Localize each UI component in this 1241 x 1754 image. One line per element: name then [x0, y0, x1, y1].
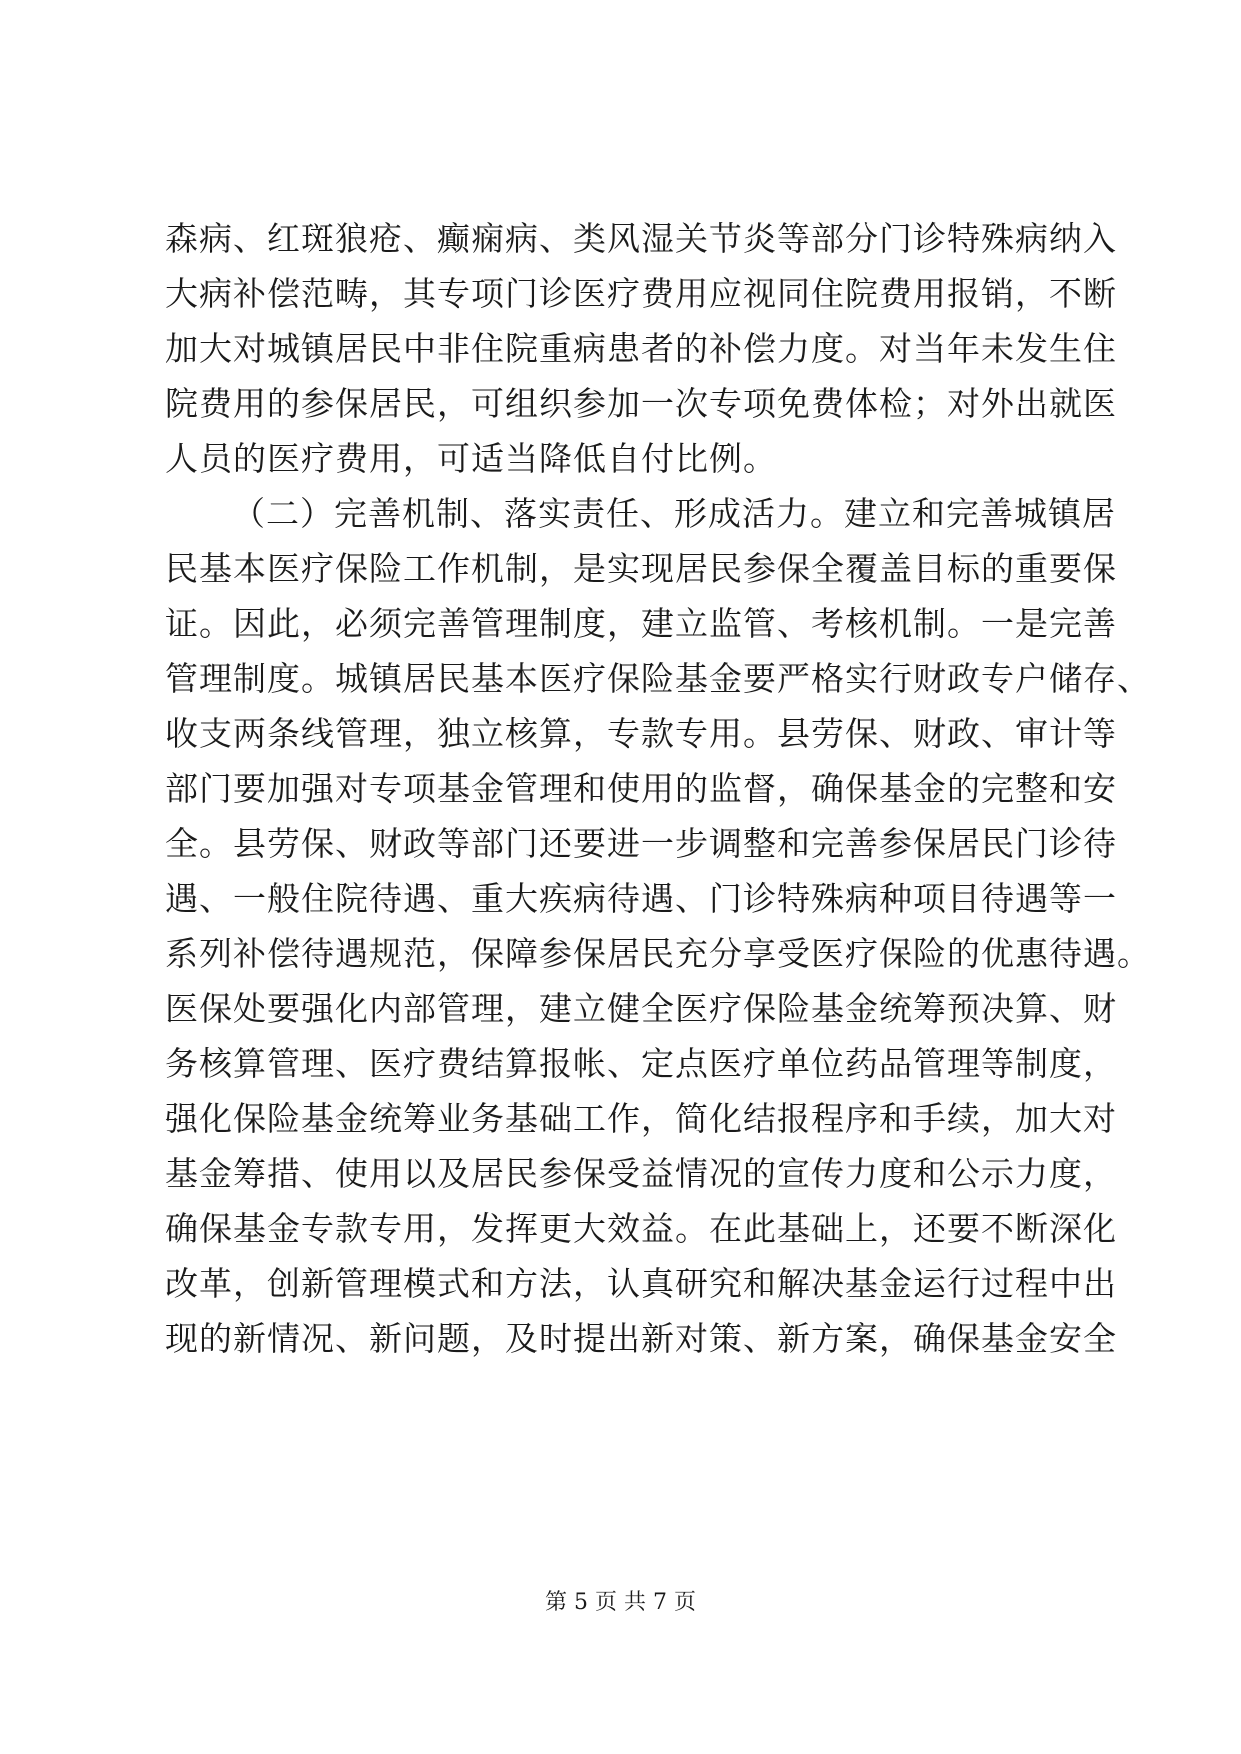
paragraph-2-line-12: 强化保险基金统筹业务基础工作，简化结报程序和手续，加大对	[165, 1099, 1117, 1138]
paragraph-2-line-4: 管理制度。城镇居民基本医疗保险基金要严格实行财政专户储存、	[165, 659, 1151, 698]
paragraph-1-line-3: 加大对城镇居民中非住院重病患者的补偿力度。对当年未发生住	[165, 329, 1117, 368]
paragraph-2-line-3: 证。因此，必须完善管理制度，建立监管、考核机制。一是完善	[165, 604, 1117, 643]
paragraph-2-line-5: 收支两条线管理，独立核算，专款专用。县劳保、财政、审计等	[165, 714, 1117, 753]
paragraph-2-line-14: 确保基金专款专用，发挥更大效益。在此基础上，还要不断深化	[165, 1209, 1117, 1248]
paragraph-1-line-1: 森病、红斑狼疮、癫痫病、类风湿关节炎等部分门诊特殊病纳入	[165, 219, 1117, 258]
page-footer: 第 5 页 共 7 页	[545, 1590, 696, 1615]
paragraph-2-line-16: 现的新情况、新问题，及时提出新对策、新方案，确保基金安全	[165, 1319, 1117, 1358]
paragraph-1-line-5: 人员的医疗费用，可适当降低自付比例。	[165, 439, 777, 478]
paragraph-2-line-1: （二）完善机制、落实责任、形成活力。建立和完善城镇居	[232, 494, 1116, 533]
paragraph-2-line-8: 遇、一般住院待遇、重大疾病待遇、门诊特殊病种项目待遇等一	[165, 879, 1117, 918]
paragraph-2-line-9: 系列补偿待遇规范，保障参保居民充分享受医疗保险的优惠待遇。	[165, 934, 1151, 973]
paragraph-2-line-6: 部门要加强对专项基金管理和使用的监督，确保基金的完整和安	[165, 769, 1117, 808]
paragraph-1-line-4: 院费用的参保居民，可组织参加一次专项免费体检；对外出就医	[165, 384, 1117, 423]
paragraph-2-line-11: 务核算管理、医疗费结算报帐、定点医疗单位药品管理等制度，	[165, 1044, 1117, 1083]
paragraph-2-line-15: 改革，创新管理模式和方法，认真研究和解决基金运行过程中出	[165, 1264, 1117, 1303]
paragraph-2-line-13: 基金筹措、使用以及居民参保受益情况的宣传力度和公示力度，	[165, 1154, 1117, 1193]
paragraph-1-line-2: 大病补偿范畴，其专项门诊医疗费用应视同住院费用报销，不断	[165, 274, 1117, 313]
paragraph-2-line-2: 民基本医疗保险工作机制，是实现居民参保全覆盖目标的重要保	[165, 549, 1117, 588]
paragraph-2-line-7: 全。县劳保、财政等部门还要进一步调整和完善参保居民门诊待	[165, 824, 1117, 863]
paragraph-2-line-17	[165, 1365, 1077, 1423]
paragraph-2-line-10: 医保处要强化内部管理，建立健全医疗保险基金统筹预决算、财	[165, 989, 1117, 1028]
